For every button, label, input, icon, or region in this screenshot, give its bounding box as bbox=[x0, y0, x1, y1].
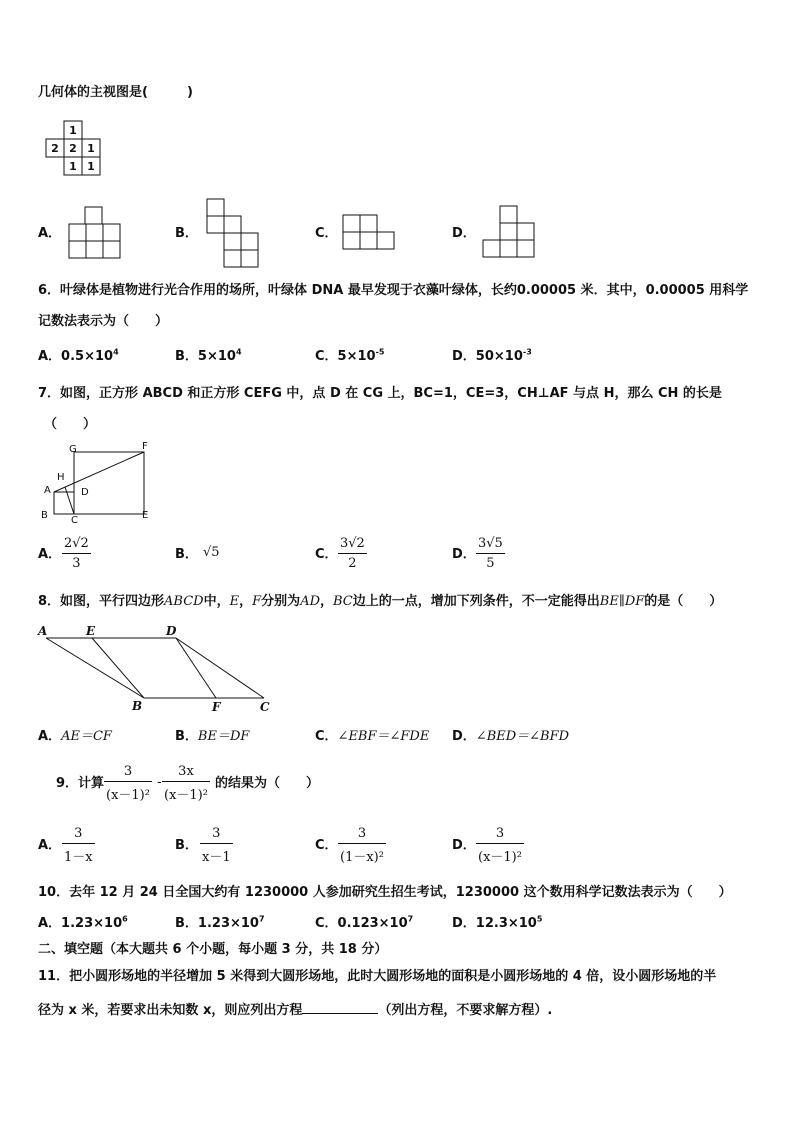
grid-cell-label: 1 bbox=[87, 142, 95, 155]
q11-stem-line2: 径为 x 米，若要求出未知数 x，则应列出方程 （列出方程，不要求解方程）. bbox=[38, 1003, 553, 1018]
q10-option-a: A．$1.23\times 10^6$ bbox=[38, 914, 128, 931]
q6-stem-line2: 记数法表示为（ ） bbox=[38, 314, 169, 329]
q7-option-a-fraction: $\frac{2√2}{3}$ bbox=[64, 536, 89, 571]
point-label-e: E bbox=[86, 624, 96, 638]
point-label-d: D bbox=[166, 624, 177, 638]
q9-option-d-label: D． bbox=[452, 838, 476, 853]
q9-option-a-label: A． bbox=[38, 838, 62, 853]
q6-stem-line1: 6．叶绿体是植物进行光合作用的场所，叶绿体 DNA 最早发现于衣藻叶绿体，长约0.00005 米．其中，0.00005 用科学 bbox=[38, 283, 749, 298]
q8-option-a: A．AE＝CF bbox=[38, 729, 112, 744]
q7-option-a-label: A． bbox=[38, 547, 62, 562]
q9-option-b-fraction: $\frac{3}{x-1}$ bbox=[202, 826, 231, 865]
q10-option-d: D．$12.3\times 10^5$ bbox=[452, 914, 543, 931]
q7-option-c-fraction: $\frac{3√2}{2}$ bbox=[340, 536, 365, 571]
q8-option-d: D．∠BED＝∠BFD bbox=[452, 729, 570, 744]
point-label-d: D bbox=[81, 487, 89, 498]
point-label-e: E bbox=[142, 510, 149, 521]
q5-option-c-figure bbox=[342, 214, 396, 250]
grid-cell-label: 1 bbox=[69, 160, 77, 173]
q5-option-a-label: A． bbox=[38, 226, 62, 241]
grid-cell-label: 2 bbox=[69, 142, 77, 155]
q5-option-c-label: C． bbox=[315, 226, 338, 241]
q6-option-d: D．$50\times 10^{-3}$ bbox=[452, 347, 532, 364]
q9-option-a-fraction: $\frac{3}{1-x}$ bbox=[64, 826, 93, 865]
point-label-a: A bbox=[38, 624, 48, 638]
q7-stem-line1: 7．如图，正方形 ABCD 和正方形 CEFG 中，点 D 在 CG 上，BC=1，CE=3，CH⊥AF 与点 H，那么 CH 的长是 bbox=[38, 386, 722, 401]
point-label-a: A bbox=[44, 485, 51, 496]
q9-fraction-2: $\frac{3x}{\text{(x－1)²}}$ bbox=[164, 764, 208, 803]
q10-stem: 10．去年 12 月 24 日全国大约有 1230000 人参加研究生招生考试，1230000 这个数用科学记数法表示为（ ） bbox=[38, 885, 732, 900]
q7-stem-line2: （ ） bbox=[44, 417, 97, 432]
q7-figure bbox=[38, 440, 158, 524]
q6-option-c: C．$5\times 10^{-5}$ bbox=[315, 347, 385, 364]
q10-option-c: C．$0.123\times 10^7$ bbox=[315, 914, 414, 931]
point-label-g: G bbox=[69, 444, 77, 455]
q8-stem: 8．如图，平行四边形ABCD中，E，F分别为AD，BC边上的一点，增加下列条件，不一定能得出BE∥DF的是（ ） bbox=[38, 594, 723, 609]
point-label-b: B bbox=[132, 699, 143, 713]
q5-option-d-label: D． bbox=[452, 226, 476, 241]
q7-option-d-fraction: $\frac{3√5}{5}$ bbox=[478, 536, 503, 571]
grid-cell-label: 1 bbox=[87, 160, 95, 173]
q8-option-b: B．BE＝DF bbox=[175, 729, 250, 744]
point-label-f: F bbox=[142, 441, 148, 452]
q9-minus: - bbox=[157, 775, 162, 790]
point-label-f: F bbox=[212, 700, 221, 714]
q5-stem: 几何体的主视图是( ) bbox=[38, 85, 193, 100]
q8-option-c: C．∠EBF＝∠FDE bbox=[315, 729, 430, 744]
q5-option-a-figure bbox=[68, 206, 122, 260]
q7-option-b-label: B． bbox=[175, 547, 198, 562]
point-label-b: B bbox=[41, 510, 48, 521]
q9-option-c-label: C． bbox=[315, 838, 338, 853]
q9-fraction-1: $\frac{3}{\text{(x－1)²}}$ bbox=[106, 764, 150, 803]
q11-answer-blank[interactable] bbox=[302, 1001, 378, 1014]
point-label-h: H bbox=[57, 472, 65, 483]
section-heading-fill-in: 二、填空题（本大题共 6 个小题，每小题 3 分，共 18 分） bbox=[38, 942, 388, 957]
q5-top-view-grid bbox=[44, 120, 104, 178]
q5-option-b-figure bbox=[206, 198, 262, 268]
q10-option-b: B．$1.23\times 10^7$ bbox=[175, 914, 265, 931]
q9-option-b-label: B． bbox=[175, 838, 198, 853]
q5-option-d-figure bbox=[482, 205, 536, 259]
q9-option-c-fraction: $\frac{3}{\text{(1－x)²}}$ bbox=[340, 826, 384, 865]
q8-parallelogram-figure bbox=[36, 622, 276, 714]
point-label-c: C bbox=[71, 515, 78, 524]
q9-prefix: 9．计算 bbox=[56, 776, 105, 791]
grid-cell-label: 2 bbox=[51, 142, 59, 155]
q9-suffix: 的结果为（ ） bbox=[215, 776, 320, 791]
point-label-c: C bbox=[260, 700, 270, 714]
q6-option-b: B．$5\times 10^4$ bbox=[175, 347, 242, 364]
q7-option-b-value: √5 bbox=[203, 545, 220, 560]
q5-option-b-label: B． bbox=[175, 226, 198, 241]
grid-cell-label: 1 bbox=[69, 124, 77, 137]
q9-option-d-fraction: $\frac{3}{\text{(x－1)²}}$ bbox=[478, 826, 522, 865]
q7-option-d-label: D． bbox=[452, 547, 476, 562]
q7-option-c-label: C． bbox=[315, 547, 338, 562]
q6-option-a: A．$0.5\times 10^4$ bbox=[38, 347, 119, 364]
q11-stem-line1: 11．把小圆形场地的半径增加 5 米得到大圆形场地，此时大圆形场地的面积是小圆形场地的 4 倍，设小圆形场地的半 bbox=[38, 969, 717, 984]
